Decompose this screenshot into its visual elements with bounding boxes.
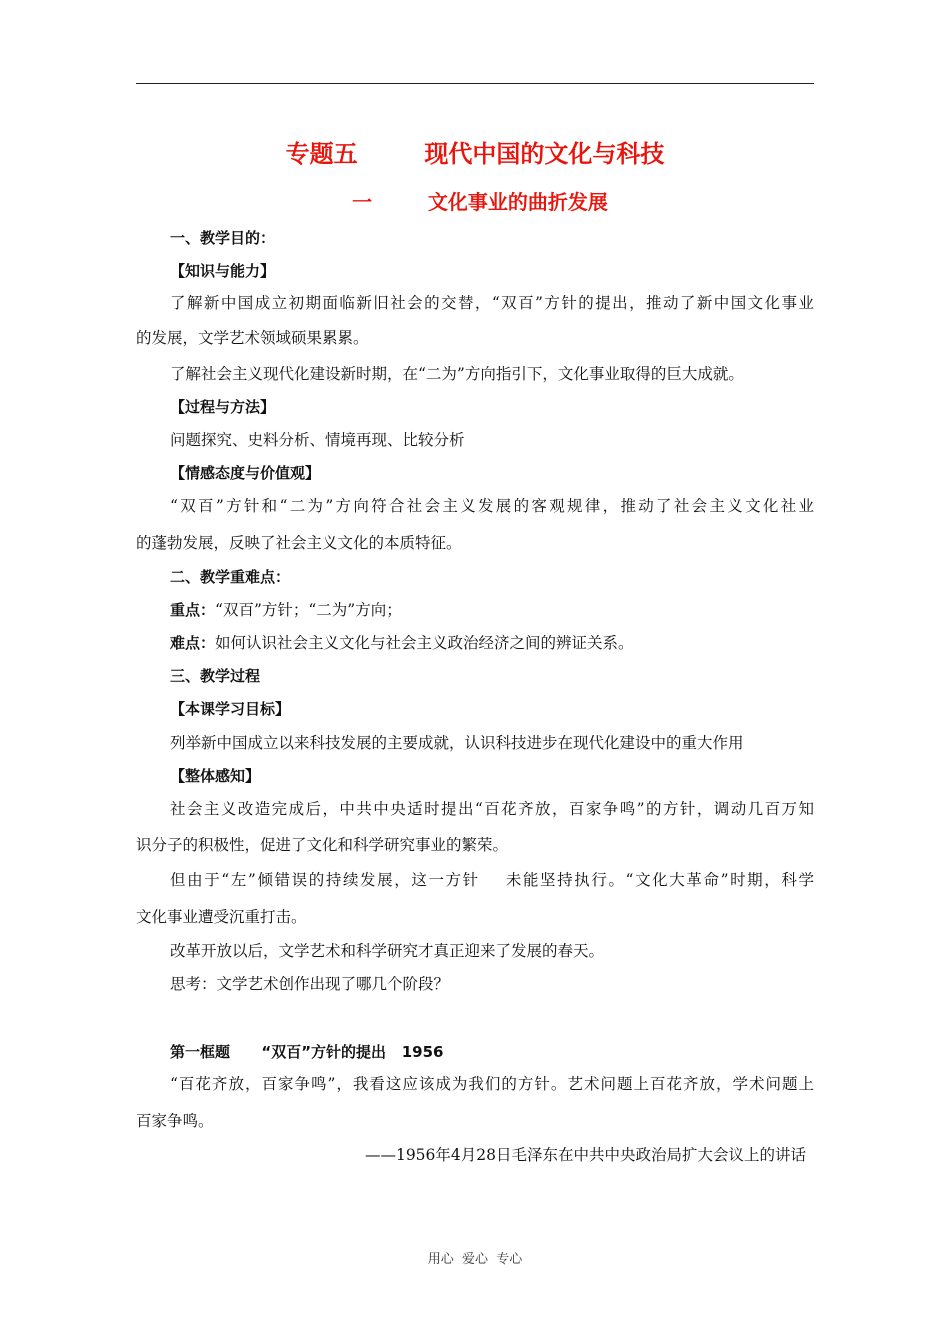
lesson-title: 一 文化事业的曲折发展 — [352, 190, 608, 214]
knowledge-paragraph-line: 的发展，文学艺术领域硕果累累。 — [136, 329, 369, 347]
process-text: 问题探究、史料分析、情境再现、比较分析 — [170, 431, 465, 449]
key-point — [170, 600, 814, 620]
header-rule — [136, 83, 814, 84]
process-heading: 【过程与方法】 — [170, 398, 276, 416]
overview-paragraph-line: 识分子的积极性，促进了文化和科学研究事业的繁荣。 — [136, 836, 509, 854]
emotion-heading: 【情感态度与价值观】 — [170, 464, 321, 482]
emotion-paragraph-line: “双百”方针和“二为”方向符合社会主义发展的客观规律，推动了社会主义文化社业 — [170, 497, 814, 515]
key-label: 重点： — [170, 601, 216, 619]
knowledge-heading: 【知识与能力】 — [170, 262, 276, 280]
goal-text: 列举新中国成立以来科技发展的主要成就，认识科技进步在现代化建设中的重大作用 — [170, 734, 744, 752]
emotion-paragraph-line: 的蓬勃发展，反映了社会主义文化的本质特征。 — [136, 534, 462, 552]
overview-heading: 【整体感知】 — [170, 767, 261, 785]
page-footer: 用心 爱心 专心 — [427, 1252, 523, 1267]
overview-paragraph-line: 文化事业遭受沉重打击。 — [136, 908, 307, 926]
overview-paragraph-line: 社会主义改造完成后，中共中央适时提出“百花齐放，百家争鸣”的方针，调动几百万知 — [170, 800, 814, 818]
section-heading-keypoints: 二、教学重难点： — [170, 568, 291, 586]
knowledge-paragraph: 了解社会主义现代化建设新时期，在“二为”方向指引下，文化事业取得的巨大成就。 — [170, 365, 744, 383]
think-question: 思考：文学艺术创作出现了哪几个阶段？ — [170, 975, 450, 993]
section-heading-process: 三、教学过程 — [170, 667, 261, 685]
difficulty-label: 难点： — [170, 634, 216, 652]
difficulty-text: 如何认识社会主义文化与社会主义政治经济之间的辨证关系。 — [215, 634, 634, 652]
section-heading-objectives: 一、教学目的： — [170, 229, 276, 247]
frame-heading: 第一框题 “双百”方针的提出 1956 — [170, 1043, 444, 1061]
page-title: 专题五 现代中国的文化与科技 — [285, 140, 665, 168]
quote-source: ——1956年4月28日毛泽东在中共中央政治局扩大会议上的讲话 — [364, 1146, 806, 1164]
knowledge-paragraph-line: 了解新中国成立初期面临新旧社会的交替，“双百”方针的提出，推动了新中国文化事业 — [170, 294, 814, 312]
overview-paragraph-line: 但由于“左”倾错误的持续发展，这一方针 未能坚持执行。“文化大革命”时期，科学 — [170, 871, 814, 889]
quote-line: “百花齐放，百家争鸣”，我看这应该成为我们的方针。艺术问题上百花齐放，学术问题上 — [170, 1075, 814, 1093]
overview-paragraph: 改革开放以后，文学艺术和科学研究才真正迎来了发展的春天。 — [170, 942, 605, 960]
key-text: “双百”方针；“二为”方向； — [215, 601, 402, 619]
quote-line: 百家争鸣。 — [136, 1112, 214, 1130]
difficulty-point — [170, 633, 814, 653]
goal-heading: 【本课学习目标】 — [170, 700, 291, 718]
